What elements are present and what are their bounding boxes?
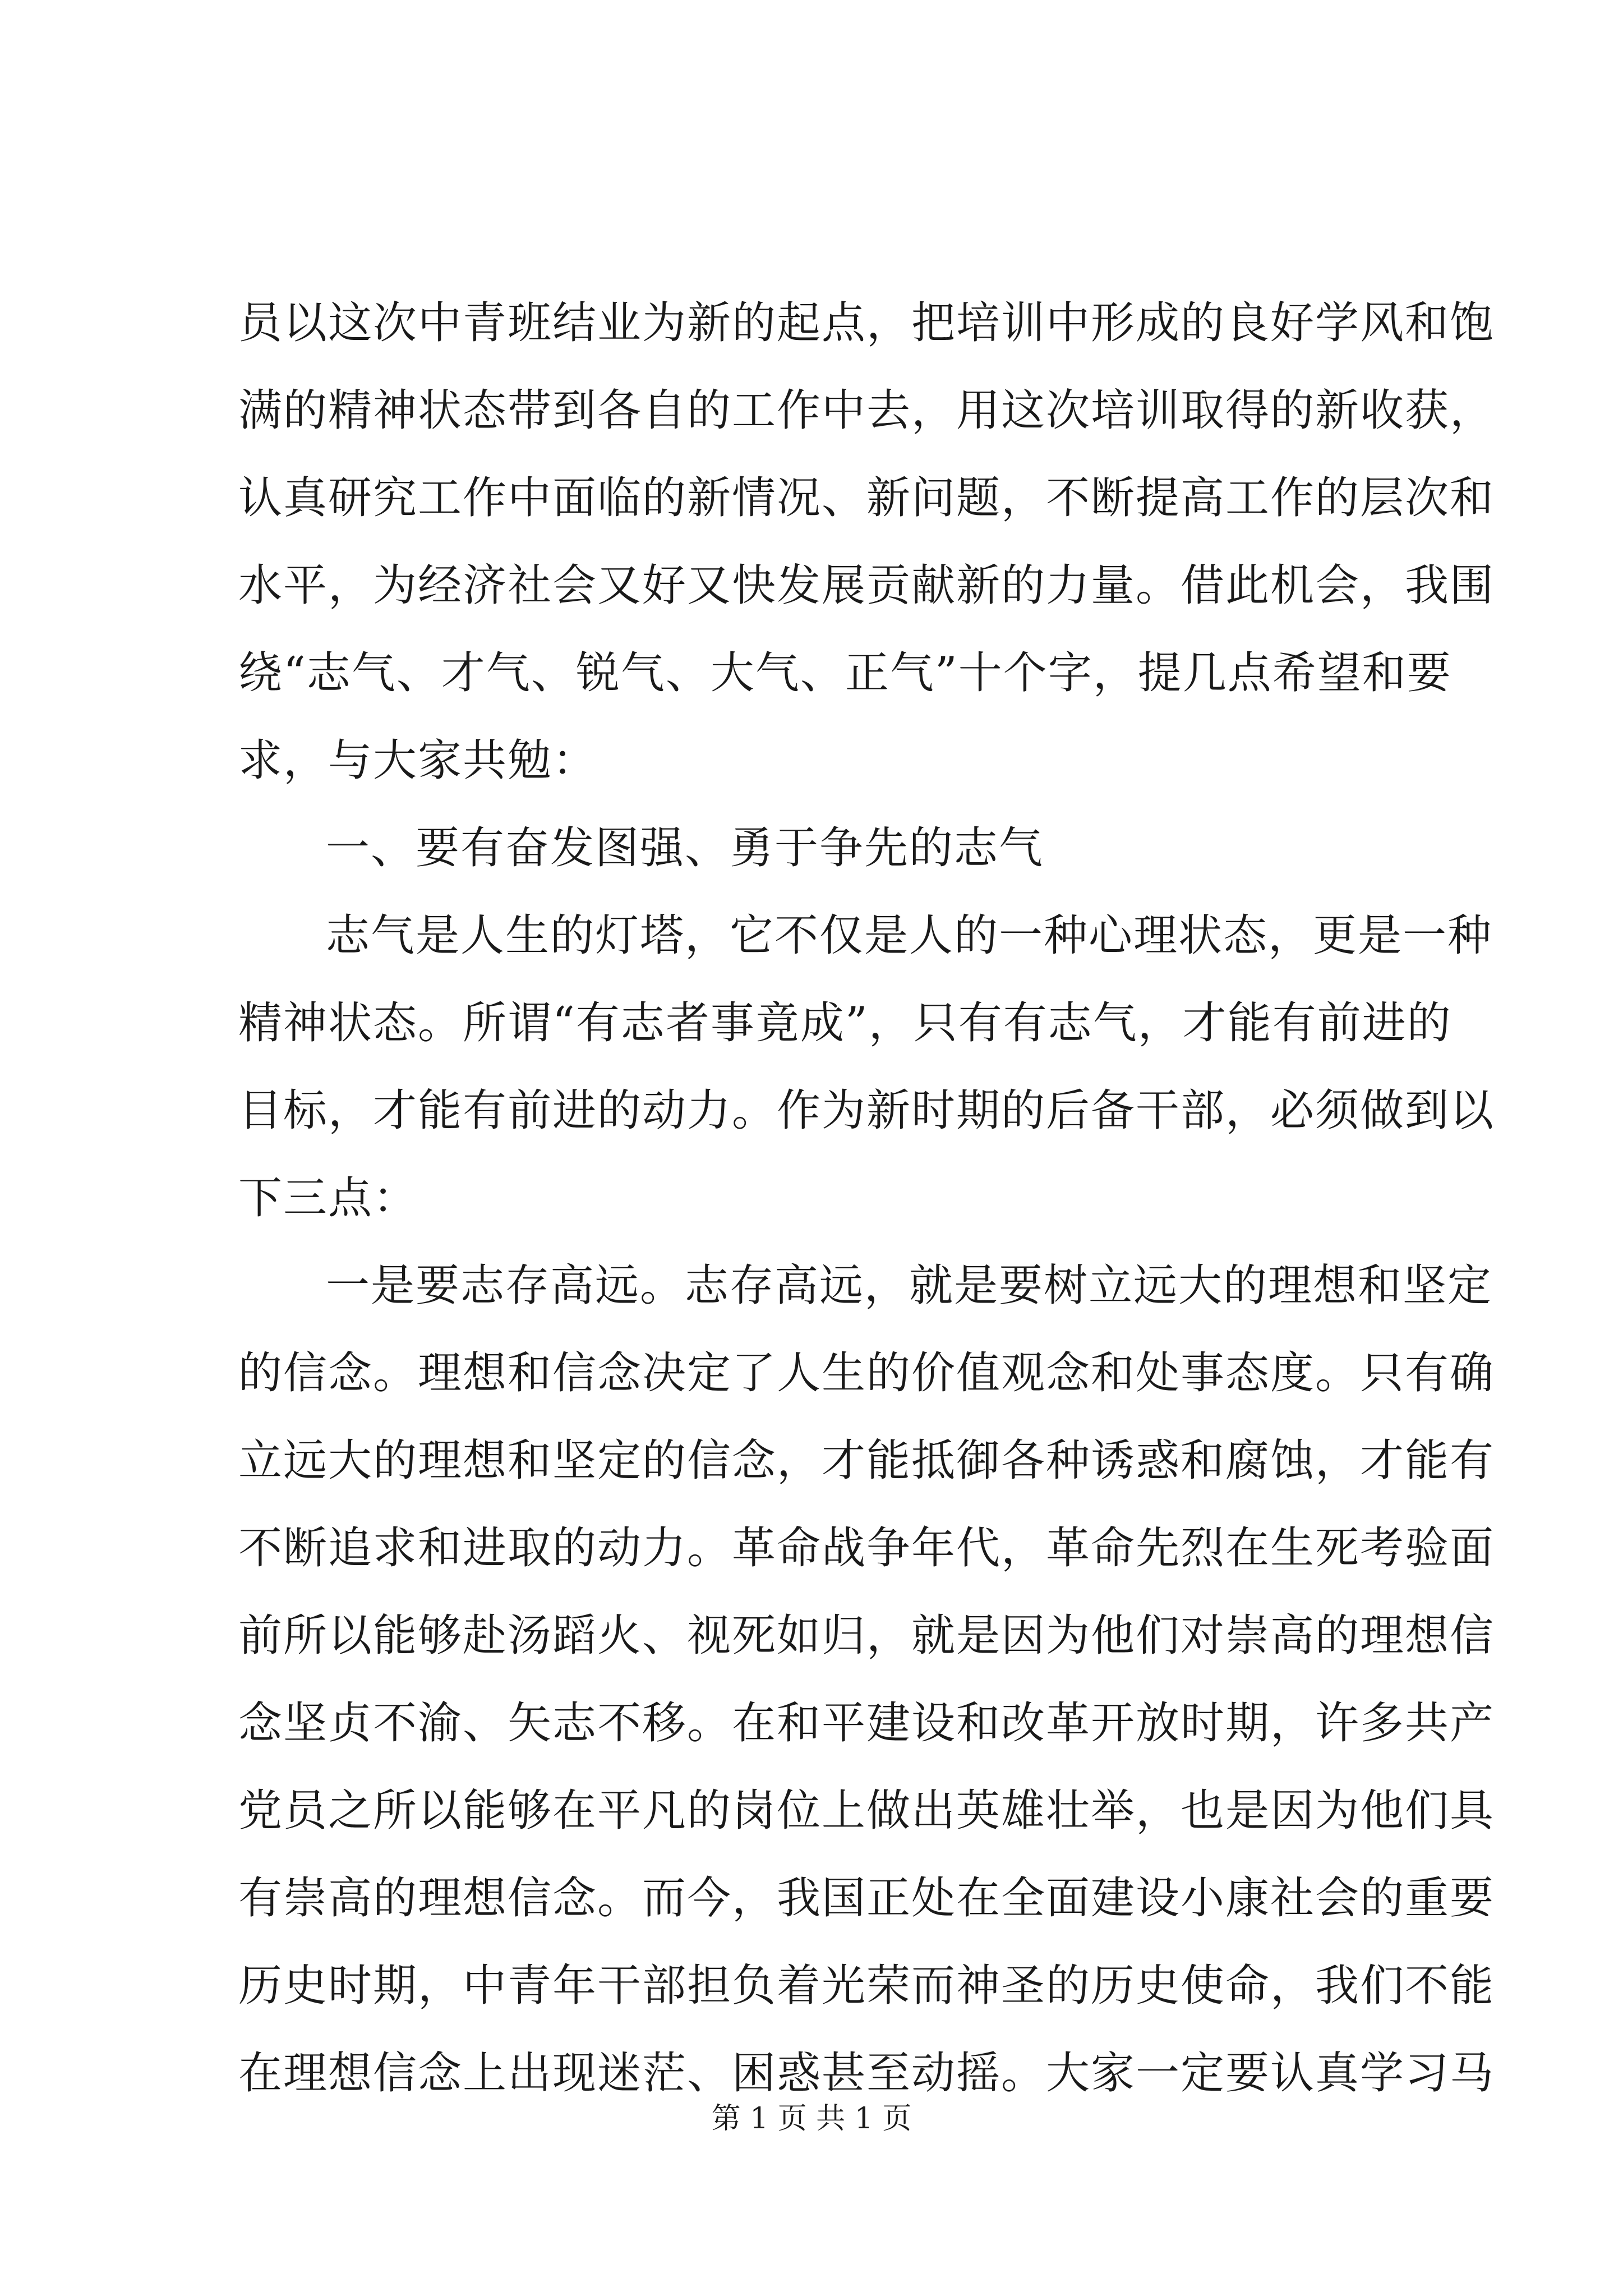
text-line: 绕“志气、才气、锐气、大气、正气”十个字，提几点希望和要 xyxy=(238,648,1452,698)
text-line: 历史时期，中青年干部担负着光荣而神圣的历史使命，我们不能 xyxy=(238,1961,1495,2011)
text-line: 水平，为经济社会又好又快发展贡献新的力量。借此机会，我围 xyxy=(238,560,1495,611)
text-line: 有崇高的理想信念。而今，我国正处在全面建设小康社会的重要 xyxy=(238,1873,1495,1924)
text-line: 党员之所以能够在平凡的岗位上做出英雄壮举，也是因为他们具 xyxy=(238,1786,1495,1836)
text-line: 念坚贞不渝、矢志不移。在和平建设和改革开放时期，许多共产 xyxy=(238,1698,1495,1749)
text-line: 一是要志存高远。志存高远，就是要树立远大的理想和坚定 xyxy=(326,1260,1493,1311)
text-line: 认真研究工作中面临的新情况、新问题，不断提高工作的层次和 xyxy=(238,473,1495,523)
text-line: 前所以能够赴汤蹈火、视死如归，就是因为他们对崇高的理想信 xyxy=(238,1611,1495,1661)
text-line: 下三点： xyxy=(238,1173,418,1223)
text-line: 在理想信念上出现迷茫、困惑甚至动摇。大家一定要认真学习马 xyxy=(238,2048,1495,2099)
text-line: 求，与大家共勉： xyxy=(238,735,598,786)
document-body xyxy=(238,279,1495,2117)
text-line: 员以这次中青班结业为新的起点，把培训中形成的良好学风和饱 xyxy=(238,298,1495,348)
page-number-footer: 第 1 页 共 1 页 xyxy=(711,2102,912,2136)
text-line: 志气是人生的灯塔，它不仅是人的一种心理状态，更是一种 xyxy=(326,910,1493,961)
text-line: 目标，才能有前进的动力。作为新时期的后备干部，必须做到以 xyxy=(238,1085,1495,1136)
text-line: 立远大的理想和坚定的信念，才能抵御各种诱惑和腐蚀，才能有 xyxy=(238,1435,1495,1486)
text-line: 的信念。理想和信念决定了人生的价值观念和处事态度。只有确 xyxy=(238,1348,1495,1398)
section-heading: 一、要有奋发图强、勇于争先的志气 xyxy=(326,823,1044,873)
text-line: 满的精神状态带到各自的工作中去，用这次培训取得的新收获， xyxy=(238,385,1495,436)
text-line: 不断追求和进取的动力。革命战争年代，革命先烈在生死考验面 xyxy=(238,1523,1495,1573)
text-line: 精神状态。所谓“有志者事竟成”，只有有志气，才能有前进的 xyxy=(238,998,1452,1048)
